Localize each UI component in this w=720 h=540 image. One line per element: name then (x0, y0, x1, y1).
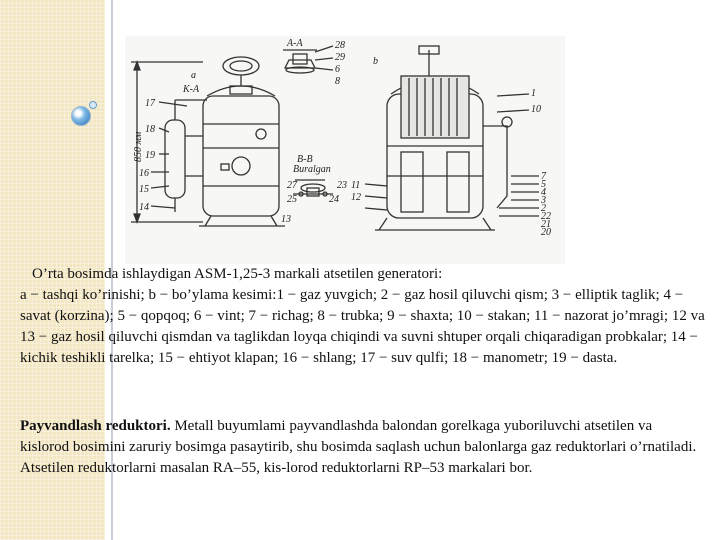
callout-8: 8 (335, 76, 340, 87)
section-aa-label: A-A (287, 38, 303, 49)
callout-12: 12 (351, 192, 361, 203)
callout-29: 29 (335, 52, 345, 63)
label-b: b (373, 56, 378, 67)
callout-14: 14 (139, 202, 149, 213)
callout-24: 24 (329, 194, 339, 205)
callout-16: 16 (139, 168, 149, 179)
callout-11: 11 (351, 180, 361, 191)
caption-body: a − tashqi ko’rinishi; b − bo’ylama kesimi:1 − gaz yuvgich; 2 − gaz hosil qiluvchi qism; 3 − elliptik taglik; 4 − savat (korzina); 5 − qopqoq; 6 − vint; 7 − richag; 8 − trubka; 9 − shaxta; 10 − stakan; 11 − nazorat jo’mragi; 12 va 13 − gaz hosil qiluvchi qismdan va taglikdan loyqa chiqindi va suvni shtuper orqali chiqaradigan probkalar; 14 − kichik teshikli tarelka; 15 − ehtiyot klapan; 16 − shlang; 17 − suv qulfi; 18 − manometr; 19 − dasta. (20, 287, 705, 366)
section-bb-label: B-B (297, 154, 313, 165)
callout-10: 10 (531, 104, 541, 115)
paragraph-heading: Payvandlash reduktori. (20, 418, 171, 434)
callout-5: 5 (541, 179, 546, 190)
height-dimension-label: 850 мм (133, 131, 144, 162)
callout-23: 23 (337, 180, 347, 191)
callout-4: 4 (541, 187, 546, 198)
buralgan-label: Buralgan (293, 164, 331, 175)
paragraph-text: Metall buyumlami payvandlashda balondan gorelkaga yuboriluvchi atsetilen va kislorod bosimini zaruriy bosimga pasaytirib, shu bosimda saqlash uchun balonlarga gaz reduktorlari o’rnatiladi. Atsetilen reduktorlarni masalan RA–55, kis-lorod reduktorlarni RP–53 markalari bor. (20, 418, 697, 476)
label-a: a (191, 70, 196, 81)
callout-1: 1 (531, 88, 536, 99)
callout-17: 17 (145, 98, 155, 109)
callout-21: 21 (541, 219, 551, 230)
callout-22: 22 (541, 211, 551, 222)
callout-19: 19 (145, 150, 155, 161)
acetylene-generator-figure (125, 36, 565, 264)
callout-25: 25 (287, 194, 297, 205)
callout-27: 27 (287, 180, 297, 191)
reducer-paragraph (20, 416, 705, 479)
callout-18: 18 (145, 124, 155, 135)
generator-drawing (125, 36, 565, 264)
label-ka: K-A (183, 84, 200, 95)
figure-caption (20, 264, 705, 369)
callout-7: 7 (541, 171, 546, 182)
callout-6: 6 (335, 64, 340, 75)
decorative-small-circle-icon (89, 101, 97, 109)
callout-3: 3 (541, 195, 546, 206)
callout-13: 13 (281, 214, 291, 225)
callout-2: 2 (541, 203, 546, 214)
decorative-circle-icon (71, 106, 91, 126)
callout-20: 20 (541, 227, 551, 238)
callout-15: 15 (139, 184, 149, 195)
callout-28: 28 (335, 40, 345, 51)
caption-title: O’rta bosimda ishlaydigan ASM-1,25-3 markali atsetilen generatori: (32, 266, 443, 282)
